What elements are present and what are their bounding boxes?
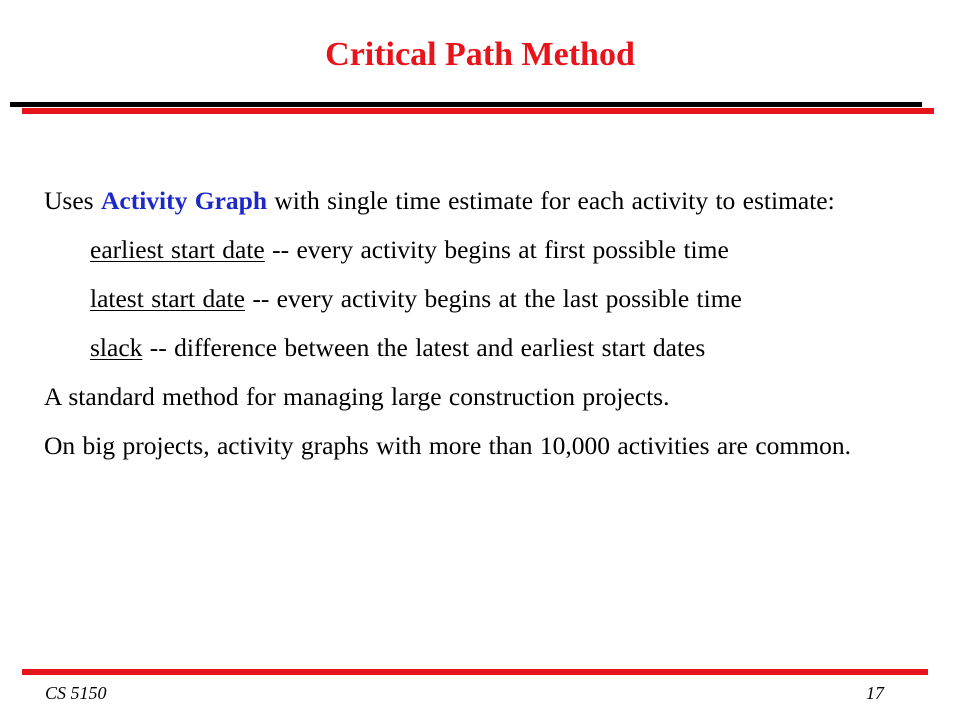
definition-earliest-start: [90, 230, 924, 269]
footer-rule: [22, 669, 928, 675]
big-projects-paragraph: On big projects, activity graphs with more than 10,000 activities are common.: [44, 431, 851, 460]
definition-latest-start: [90, 279, 924, 318]
intro-paragraph: [44, 181, 924, 220]
construction-paragraph: A standard method for managing large construction projects.: [44, 382, 670, 411]
term-latest-start: latest start date: [90, 284, 245, 313]
slide-title: Critical Path Method: [325, 36, 635, 73]
activity-graph-term: Activity Graph: [100, 186, 267, 215]
desc-slack: -- difference between the latest and earliest start dates: [142, 333, 706, 362]
intro-after: with single time estimate for each activity to estimate:: [267, 186, 835, 215]
intro-before: Uses: [44, 186, 101, 215]
footer-course: CS 5150: [45, 683, 107, 703]
desc-earliest-start: -- every activity begins at first possible time: [264, 235, 729, 264]
title-rule-red: [22, 108, 934, 114]
slide-body: [44, 181, 924, 475]
title-rule-black: [10, 102, 922, 107]
definition-slack: [90, 328, 924, 367]
desc-latest-start: -- every activity begins at the last possible time: [244, 284, 742, 313]
footer-page-number: 17: [866, 683, 884, 703]
term-earliest-start: earliest start date: [90, 235, 265, 264]
term-slack: slack: [90, 333, 143, 362]
